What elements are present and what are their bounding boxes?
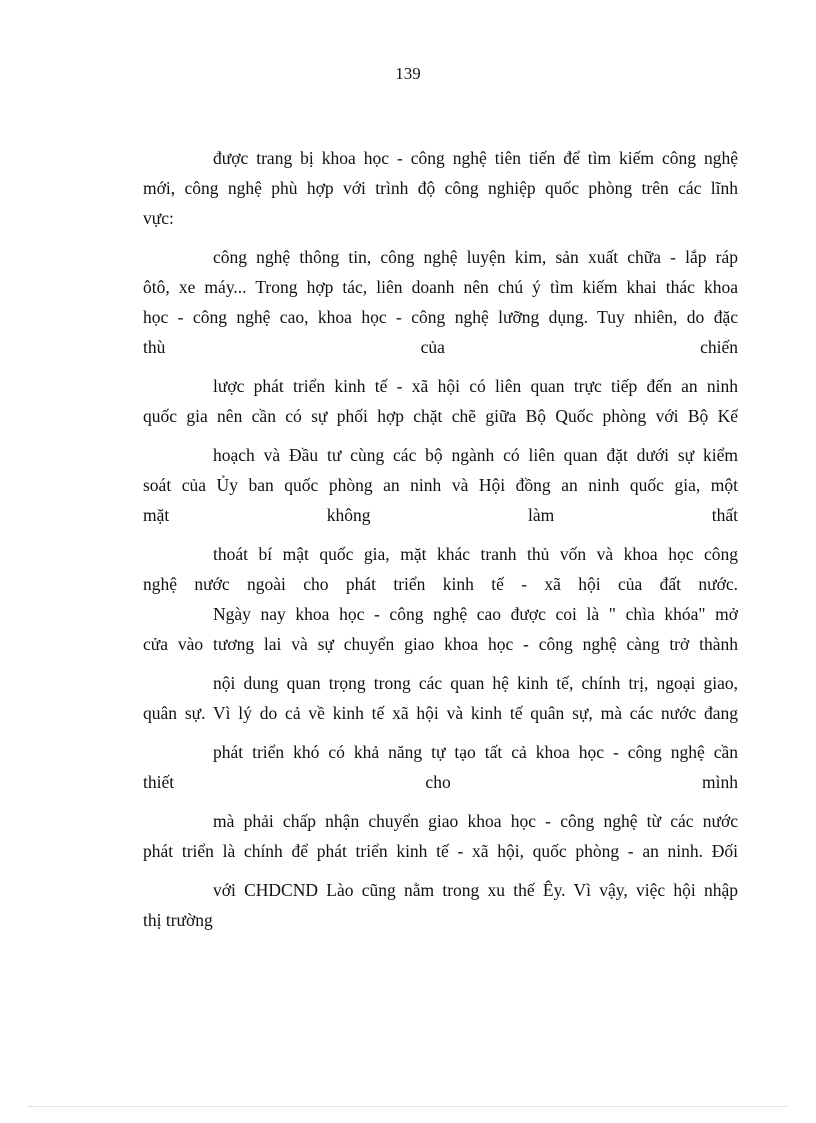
text-line: với CHDCND Lào cũng nằm trong xu thế Êy. Vì vậy, việc hội nhập	[213, 880, 738, 900]
text-line: vực:	[143, 208, 174, 228]
text-line: quốc gia nên cần có sự phối hợp chặt chẽ giữa Bộ Quốc phòng với Bộ Kế	[143, 406, 738, 426]
text-line: lược phát triển kinh tế - xã hội có liên quan trực tiếp đến an ninh	[213, 376, 738, 396]
text-line: Ngày nay khoa học - công nghệ cao được coi là " chìa khóa" mở	[213, 604, 738, 624]
text-line: hoạch và Đầu tư cùng các bộ ngành có liên quan đặt dưới sự kiểm	[213, 445, 738, 465]
text-line: nghệ nước ngoài cho phát triển kinh tế - xã hội của đất nước.	[143, 574, 738, 594]
text-line: thù của chiến	[143, 337, 738, 357]
page-number: 139	[395, 64, 421, 83]
text-line: thoát bí mật quốc gia, mặt khác tranh thủ vốn và khoa học công	[213, 544, 738, 564]
text-line: cửa vào tương lai và sự chuyển giao khoa học - công nghệ càng trở thành	[143, 634, 738, 654]
text-line: soát của Ủy ban quốc phòng an ninh và Hội đồng an ninh quốc gia, một	[143, 475, 738, 495]
text-line: quân sự. Vì lý do cả về kinh tế xã hội và kinh tế quân sự, mà các nước đang	[143, 703, 738, 723]
text-line: nội dung quan trọng trong các quan hệ kinh tế, chính trị, ngoại giao,	[213, 673, 738, 693]
text-line: phát triển là chính để phát triển kinh tế - xã hội, quốc phòng - an ninh. Đối	[143, 841, 738, 861]
document-body	[143, 143, 738, 935]
text-line: thị trường	[143, 910, 213, 930]
text-line: được trang bị khoa học - công nghệ tiên tiến để tìm kiếm công nghệ	[213, 148, 738, 168]
text-line: thiết cho mình	[143, 772, 738, 792]
text-line: mà phải chấp nhận chuyển giao khoa học - công nghệ từ các nước	[213, 811, 738, 831]
text-line: ôtô, xe máy... Trong hợp tác, liên doanh nên chú ý tìm kiếm khai thác khoa	[143, 277, 738, 297]
text-line: phát triển khó có khả năng tự tạo tất cả khoa học - công nghệ cần	[213, 742, 738, 762]
text-line: mặt không làm thất	[143, 505, 738, 525]
text-line: công nghệ thông tin, công nghệ luyện kim, sản xuất chữa - lắp ráp	[213, 247, 738, 267]
text-line: học - công nghệ cao, khoa học - công nghệ lưỡng dụng. Tuy nhiên, do đặc	[143, 307, 738, 327]
page-bottom-rule	[28, 1106, 788, 1107]
text-line: mới, công nghệ phù hợp với trình độ công nghiệp quốc phòng trên các lĩnh	[143, 178, 738, 198]
